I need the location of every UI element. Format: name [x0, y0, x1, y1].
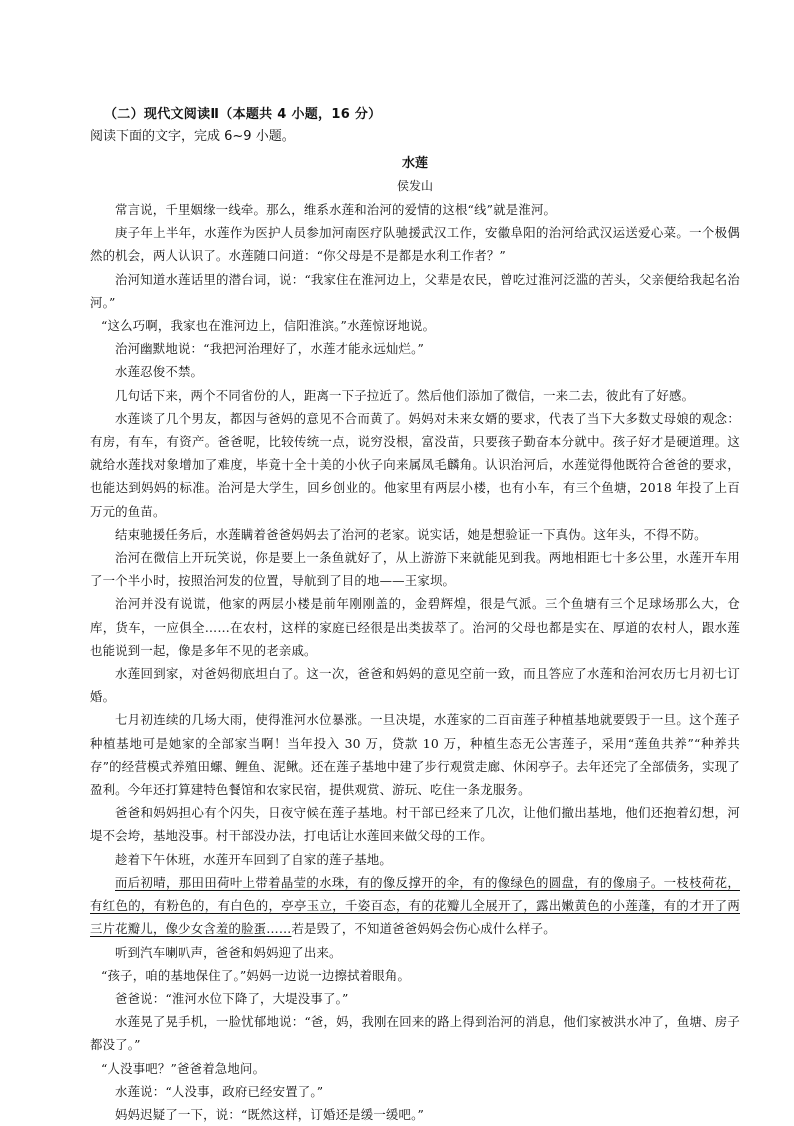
underlined-passage: 而后初晴，那田田荷叶上带着晶莹的水珠，有的像反撑开的伞，有的像绿色的圆盘，有的像扇子。一枝枝荷花，有红色的，有粉色的，有白色的，亭亭玉立，千姿百态，有的花瓣儿全展开了，露出嫩黄色的小莲蓬，有的才开了两三片花瓣儿，像少女含羞的脸蛋…… [90, 874, 740, 937]
article-author: 侯发山 [396, 179, 433, 193]
paragraph: 治河知道水莲话里的潜台词，说：“我家住在淮河边上，父辈是农民，曾吃过淮河泛滥的苦头，父亲便给我起名治河。” [90, 271, 740, 310]
paragraph: 治河并没有说谎，他家的两层小楼是前年刚刚盖的，金碧辉煌，很是气派。三个鱼塘有三个足球场那么大，仓库，货车，一应俱全……在农村，这样的家庭已经很是出类拔萃了。治河的父母也都是实在、厚道的农村人，跟水莲也能说到一起，像是多年不见的老亲戚。 [90, 596, 740, 658]
paragraph: 治河在微信上开玩笑说，你是要上一条鱼就好了，从上游游下来就能见到我。两地相距七十多公里，水莲开车用了一个半小时，按照治河发的位置，导航到了目的地——王家坝。 [90, 550, 740, 589]
underlined-paragraph [90, 871, 740, 941]
passage-continuation: 若是毁了，不知道爸爸妈妈会伤心成什么样子。 [291, 921, 556, 937]
paragraph: 水莲回到家，对爸妈彻底坦白了。这一次，爸爸和妈妈的意见空前一致，而且答应了水莲和治河农历七月初七订婚。 [90, 666, 740, 705]
paragraph: 常言说，千里姻缘一线牵。那么，维系水莲和治河的爱情的这根“线”就是淮河。 [115, 202, 557, 217]
paragraph: 水莲忍俊不禁。 [115, 364, 204, 380]
instruction-text: 阅读下面的文字，完成 6~9 小题。 [90, 129, 295, 144]
paragraph: 水莲晃了晃手机，一脸忧郁地说：“爸，妈，我刚在回来的路上得到治河的消息，他们家被洪水冲了，鱼塘、房子都没了。” [90, 1014, 740, 1053]
section-heading: （二）现代文阅读Ⅱ（本题共 4 小题，16 分） [104, 107, 382, 122]
paragraph: “孩子，咱的基地保住了。”妈妈一边说一边擦拭着眼角。 [101, 967, 411, 983]
paragraph: 妈妈迟疑了一下，说：“既然这样，订婚还是缓一缓吧。” [115, 1106, 425, 1122]
paragraph: 水莲谈了几个男友，都因与爸妈的意见不合而黄了。妈妈对未来女婿的要求，代表了当下大多数丈母娘的观念：有房，有车，有资产。爸爸呢，比较传统一点，说穷没根，富没苗，只要孩子勤奋本分就中。孩子好才是硬道理。这就给水莲找对象增加了难度，毕竟十全十美的小伙子向来属凤毛麟角。认识治河后，水莲觉得他既符合爸爸的要求，也能达到妈妈的标准。治河是大学生，回乡创业的。他家里有两层小楼，也有小车，有三个鱼塘，2018 年投了上百万元的鱼苗。 [90, 410, 740, 519]
paragraph: 结束驰援任务后，水莲瞒着爸爸妈妈去了治河的老家。说实话，她是想验证一下真伪。这年头，不得不防。 [115, 526, 707, 542]
paragraph: 水莲说：“人没事，政府已经安置了。” [115, 1083, 324, 1099]
document-page [90, 104, 740, 1126]
paragraph: 庚子年上半年，水莲作为医护人员参加河南医疗队驰援武汉工作，安徽阜阳的治河给武汉运送爱心菜。一个极偶然的机会，两人认识了。水莲随口问道：“你父母是不是都是水利工作者？” [90, 225, 740, 264]
paragraph: 治河幽默地说：“我把河治理好了，水莲才能永远灿烂。” [115, 341, 425, 357]
article-body [90, 198, 740, 1126]
paragraph: 爸爸和妈妈担心有个闪失，日夜守候在莲子基地。村干部已经来了几次，让他们撤出基地，他们还抱着幻想，河堤不会垮，基地没事。村干部没办法，打电话让水莲回来做父母的工作。 [90, 805, 740, 844]
paragraph: 趁着下午休班，水莲开车回到了自家的莲子基地。 [115, 851, 392, 867]
paragraph: “人没事吧？”爸爸着急地问。 [101, 1060, 266, 1076]
paragraph: “这么巧啊，我家也在淮河边上，信阳淮滨。”水莲惊讶地说。 [101, 318, 436, 334]
paragraph: 几句话下来，两个不同省份的人，距离一下子拉近了。然后他们添加了微信，一来二去，彼此有了好感。 [115, 387, 695, 403]
article-title: 水莲 [401, 156, 428, 171]
paragraph: 七月初连续的几场大雨，使得淮河水位暴涨。一旦决堤，水莲家的二百亩莲子种植基地就要毁于一旦。这个莲子种植基地可是她家的全部家当啊！当年投入 30 万，贷款 10 万，种植生态无公害莲子，采用“莲鱼共养”“种养共存”的经营模式养殖田螺、鲤鱼、泥鳅。还在莲子基地中建了步行观赏走廊、休闲亭子。去年还完了全部债务，实现了盈利。今年还打算建特色餐馆和农家民宿，提供观赏、游玩、吃住一条龙服务。 [90, 712, 740, 798]
paragraph: 爸爸说：“淮河水位下降了，大堤没事了。” [115, 990, 349, 1006]
paragraph: 听到汽车喇叭声，爸爸和妈妈迎了出来。 [115, 944, 342, 960]
